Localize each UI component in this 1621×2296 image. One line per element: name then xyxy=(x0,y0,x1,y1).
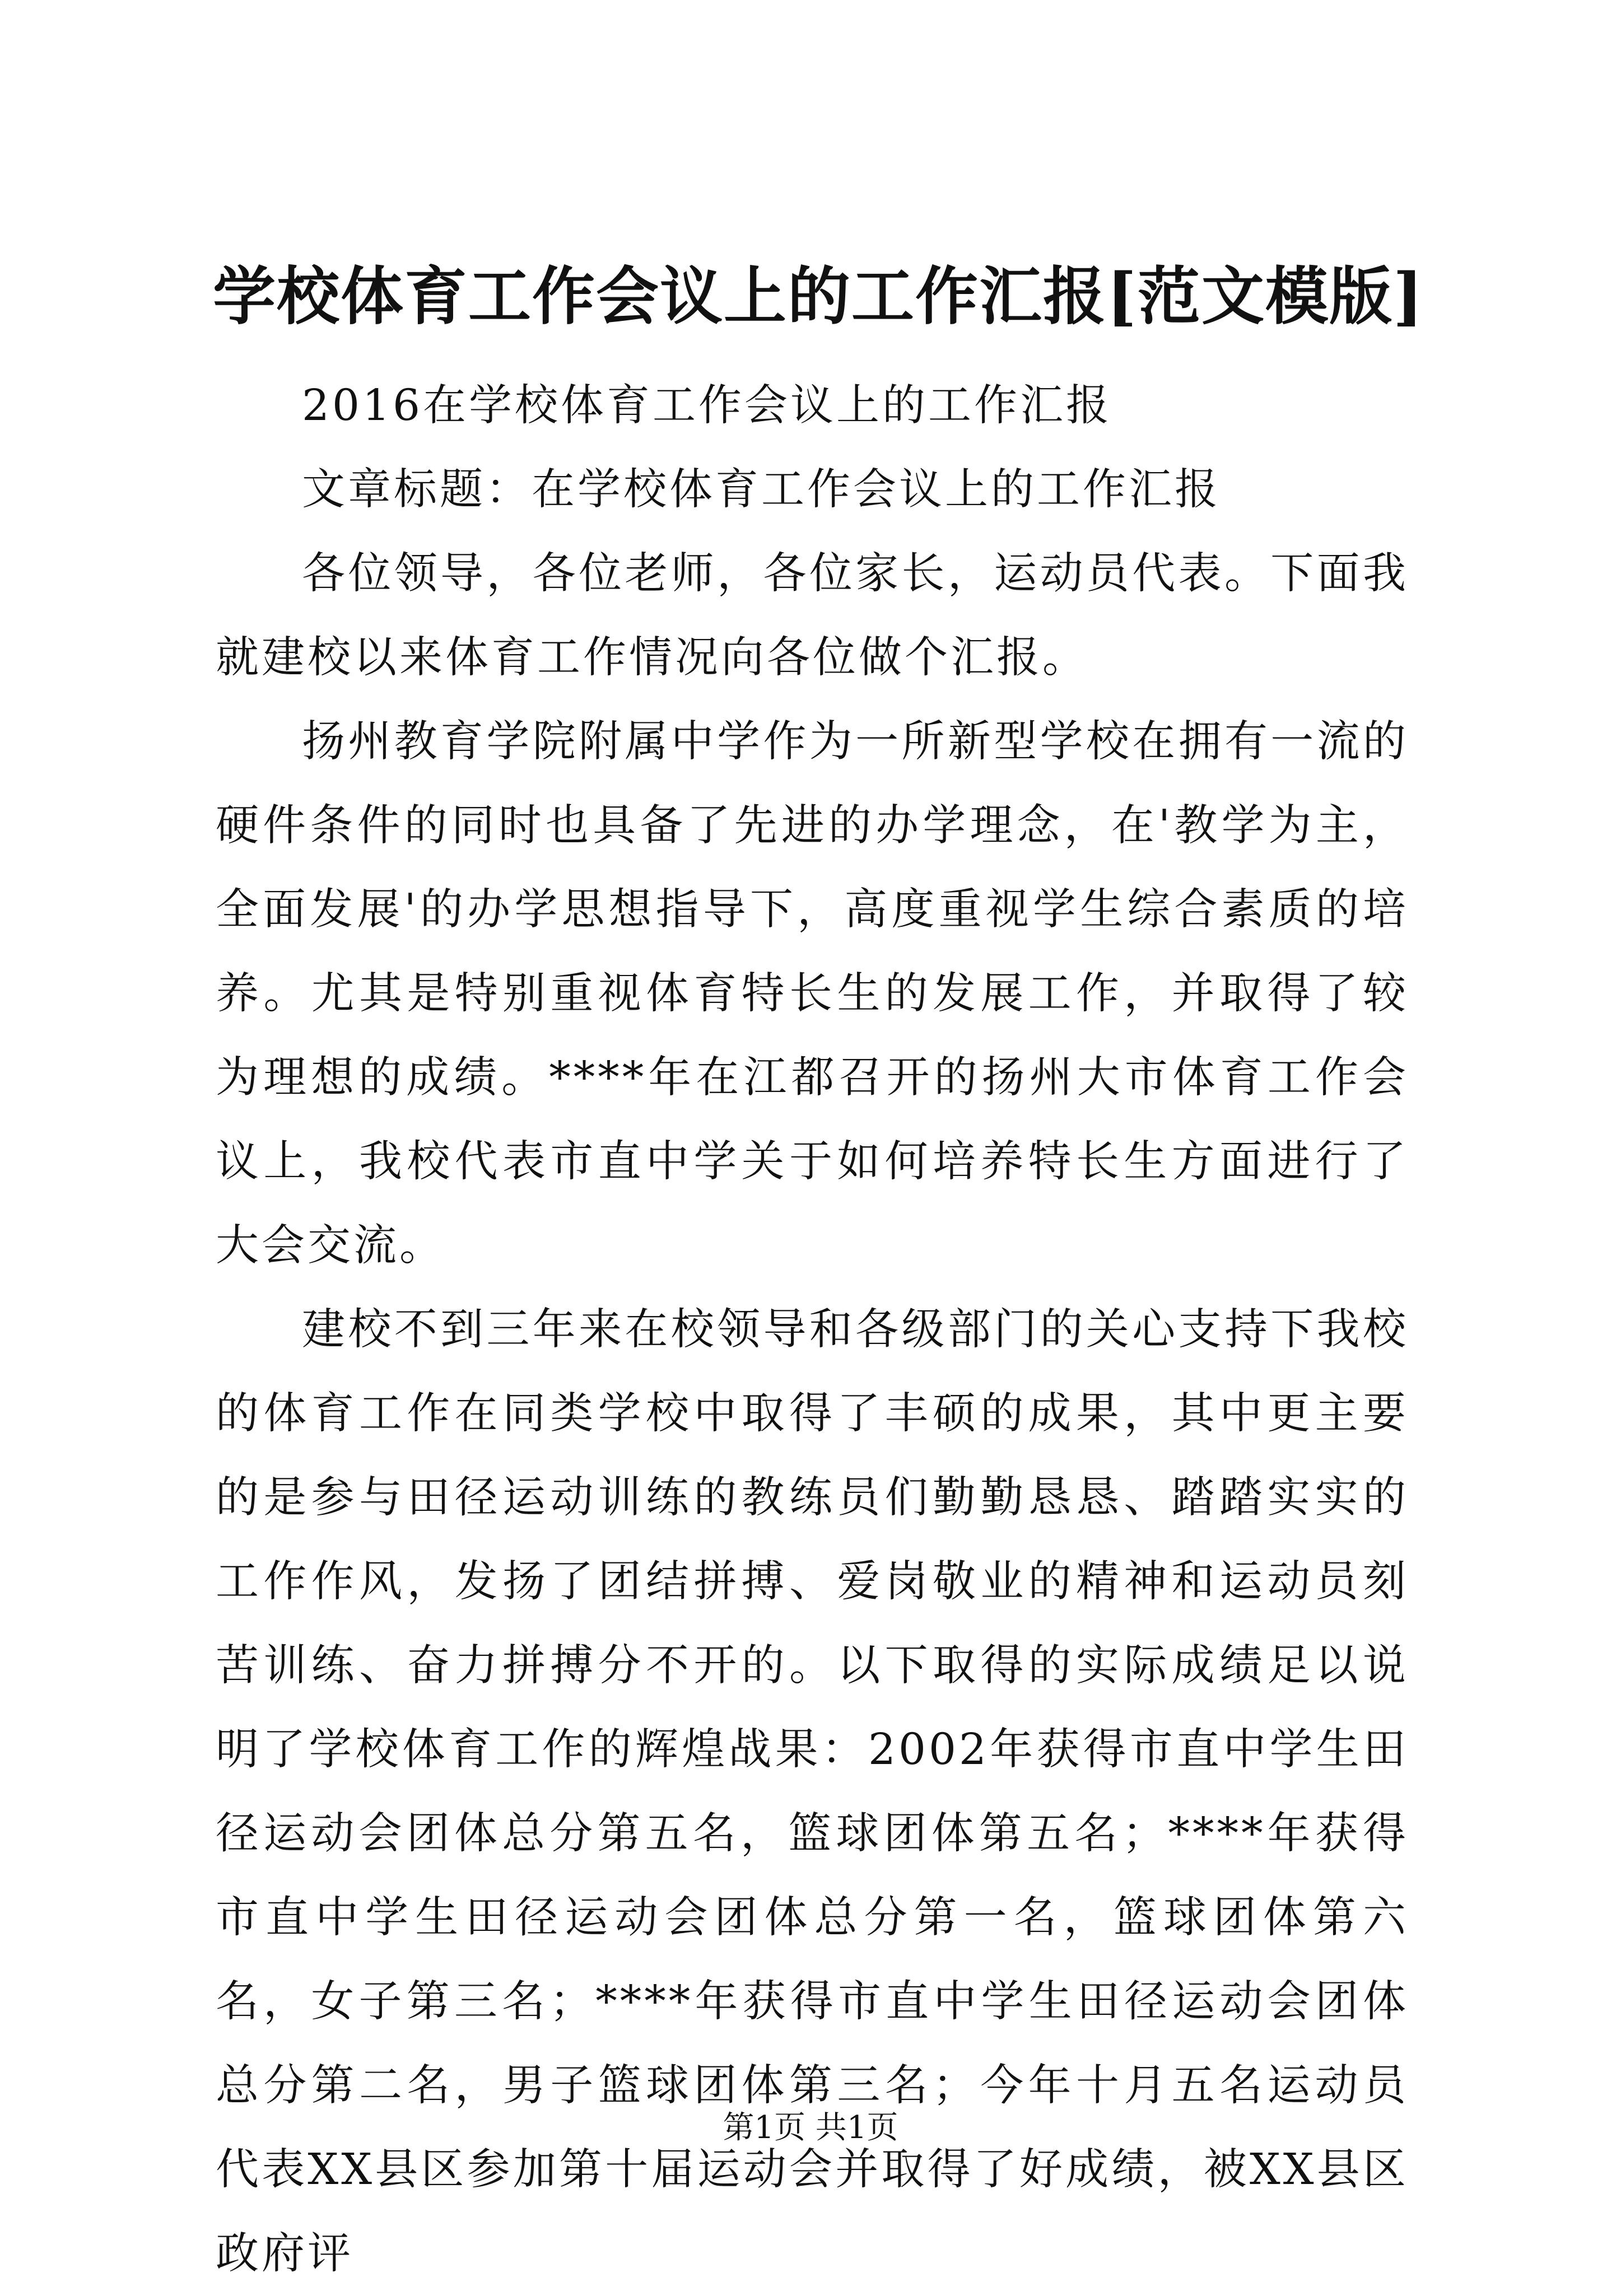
paragraph-achievements: 建校不到三年来在校领导和各级部门的关心支持下我校的体育工作在同类学校中取得了丰硕的成果，其中更主要的是参与田径运动训练的教练员们勤勤恳恳、踏踏实实的工作作风，发扬了团结拼搏、爱岗敬业的精神和运动员刻苦训练、奋力拼搏分不开的。以下取得的实际成绩足以说明了学校体育工作的辉煌战果：2002年获得市直中学生田径运动会团体总分第五名，篮球团体第五名；****年获得市直中学生田径运动会团体总分第一名，篮球团体第六名，女子第三名；****年获得市直中学生田径运动会团体总分第二名，男子篮球团体第三名；今年十月五名运动员代表XX县区参加第十届运动会并取得了好成绩，被XX县区政府评 xyxy=(216,1305,1409,2279)
paragraph-school-intro: 扬州教育学院附属中学作为一所新型学校在拥有一流的硬件条件的同时也具备了先进的办学理念，在'教学为主，全面发展'的办学思想指导下，高度重视学生综合素质的培养。尤其是特别重视体育特长生的发展工作，并取得了较为理想的成绩。****年在江都召开的扬州大市体育工作会议上，我校代表市直中学关于如何培养特长生方面进行了大会交流。 xyxy=(216,717,1409,1271)
paragraph-article-title: 文章标题：在学校体育工作会议上的工作汇报 xyxy=(302,465,1221,515)
page-footer: 第1页 共1页 xyxy=(723,2110,898,2146)
document-body xyxy=(216,364,1409,2296)
paragraph-greeting: 各位领导，各位老师，各位家长，运动员代表。下面我就建校以来体育工作情况向各位做个汇报。 xyxy=(216,549,1409,683)
paragraph-subtitle: 2016在学校体育工作会议上的工作汇报 xyxy=(302,381,1112,431)
document-title: 学校体育工作会议上的工作汇报[范文模版] xyxy=(213,260,1424,333)
